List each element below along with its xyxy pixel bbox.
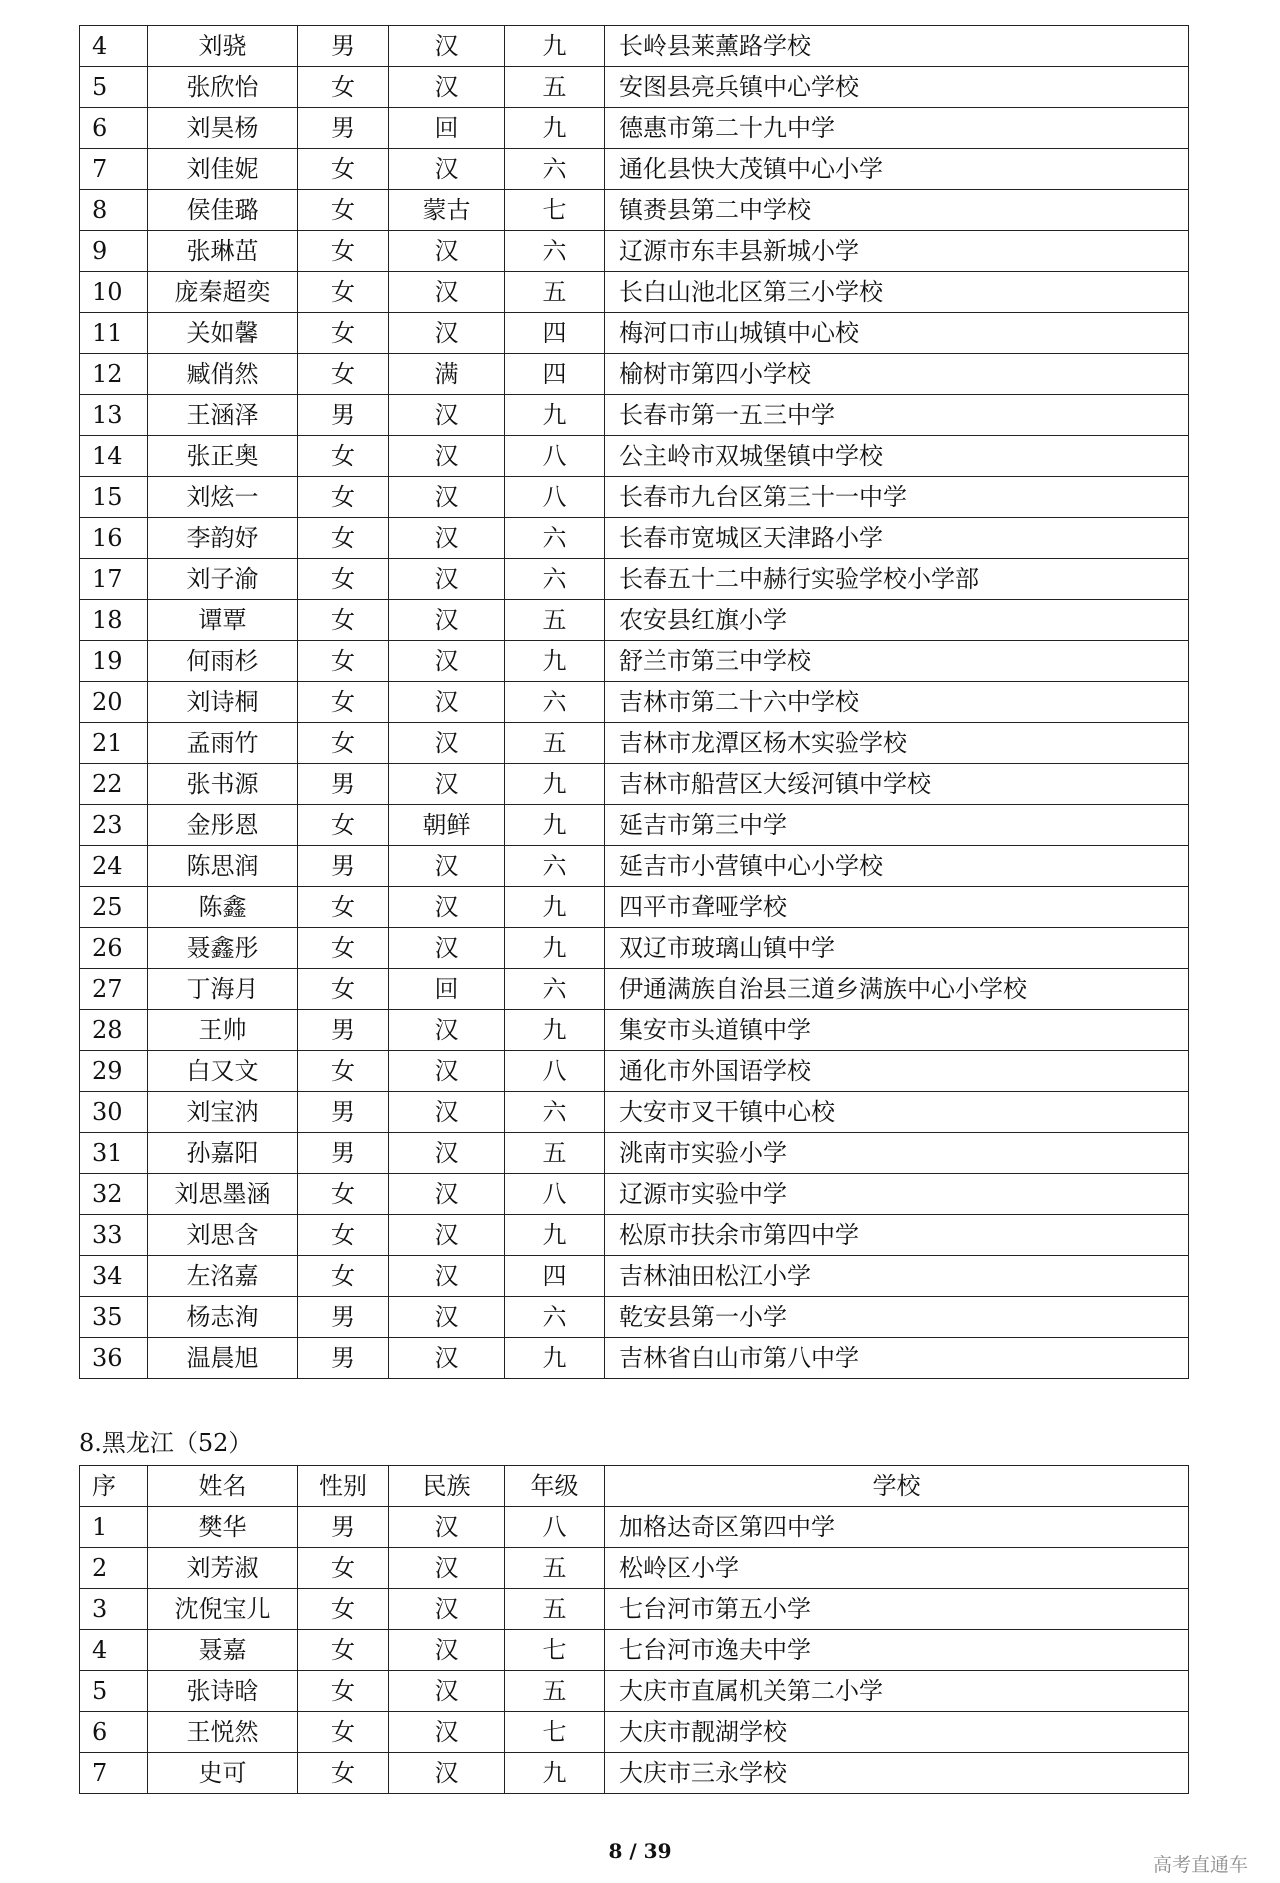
cell-ethnicity: 汉	[389, 1174, 505, 1215]
cell-gender: 女	[298, 272, 389, 313]
cell-ethnicity: 汉	[389, 1712, 505, 1753]
cell-name: 左洺嘉	[148, 1256, 298, 1297]
cell-no: 23	[80, 805, 148, 846]
cell-name: 樊华	[148, 1507, 298, 1548]
cell-grade: 五	[505, 723, 605, 764]
table-row	[80, 723, 1189, 764]
cell-school: 大庆市直属机关第二小学	[605, 1671, 1189, 1712]
cell-ethnicity: 汉	[389, 313, 505, 354]
cell-gender: 男	[298, 846, 389, 887]
cell-no: 21	[80, 723, 148, 764]
cell-name: 刘骁	[148, 26, 298, 67]
cell-school: 辽源市实验中学	[605, 1174, 1189, 1215]
cell-no: 36	[80, 1338, 148, 1379]
cell-no: 28	[80, 1010, 148, 1051]
cell-no: 35	[80, 1297, 148, 1338]
cell-school: 梅河口市山城镇中心校	[605, 313, 1189, 354]
cell-grade: 六	[505, 1092, 605, 1133]
cell-gender: 女	[298, 67, 389, 108]
page-number: 8 / 39	[608, 1839, 672, 1863]
table-row	[80, 1133, 1189, 1174]
cell-name: 关如馨	[148, 313, 298, 354]
cell-grade: 九	[505, 1215, 605, 1256]
cell-school: 吉林市龙潭区杨木实验学校	[605, 723, 1189, 764]
table-row	[80, 395, 1189, 436]
cell-gender: 女	[298, 928, 389, 969]
cell-no: 4	[80, 26, 148, 67]
cell-school: 长春市第一五三中学	[605, 395, 1189, 436]
table-row	[80, 1297, 1189, 1338]
cell-ethnicity: 汉	[389, 1010, 505, 1051]
cell-gender: 女	[298, 1174, 389, 1215]
table-row	[80, 1671, 1189, 1712]
cell-gender: 女	[298, 1712, 389, 1753]
cell-no: 6	[80, 108, 148, 149]
cell-grade: 九	[505, 395, 605, 436]
cell-name: 温晨旭	[148, 1338, 298, 1379]
cell-grade: 五	[505, 67, 605, 108]
cell-name: 杨志洵	[148, 1297, 298, 1338]
cell-name: 刘子渝	[148, 559, 298, 600]
cell-grade: 九	[505, 1010, 605, 1051]
cell-no: 32	[80, 1174, 148, 1215]
cell-grade: 九	[505, 887, 605, 928]
table-row	[80, 1256, 1189, 1297]
heilongjiang-table-body	[80, 1507, 1189, 1794]
header-no: 序	[80, 1466, 148, 1507]
cell-grade: 九	[505, 108, 605, 149]
cell-grade: 九	[505, 805, 605, 846]
table-row	[80, 805, 1189, 846]
cell-grade: 六	[505, 518, 605, 559]
header-school: 学校	[605, 1466, 1189, 1507]
cell-name: 刘炫一	[148, 477, 298, 518]
cell-no: 7	[80, 149, 148, 190]
cell-school: 辽源市东丰县新城小学	[605, 231, 1189, 272]
cell-school: 加格达奇区第四中学	[605, 1507, 1189, 1548]
cell-ethnicity: 汉	[389, 1092, 505, 1133]
cell-no: 25	[80, 887, 148, 928]
cell-name: 王悦然	[148, 1712, 298, 1753]
table-row	[80, 846, 1189, 887]
cell-gender: 男	[298, 1507, 389, 1548]
cell-no: 4	[80, 1630, 148, 1671]
cell-grade: 六	[505, 846, 605, 887]
cell-name: 史可	[148, 1753, 298, 1794]
cell-school: 镇赉县第二中学校	[605, 190, 1189, 231]
cell-grade: 五	[505, 1589, 605, 1630]
cell-name: 刘诗桐	[148, 682, 298, 723]
cell-no: 5	[80, 67, 148, 108]
table-row	[80, 231, 1189, 272]
cell-gender: 女	[298, 149, 389, 190]
cell-ethnicity: 汉	[389, 477, 505, 518]
cell-grade: 五	[505, 1133, 605, 1174]
table-row	[80, 272, 1189, 313]
cell-ethnicity: 汉	[389, 518, 505, 559]
cell-gender: 女	[298, 1256, 389, 1297]
cell-ethnicity: 汉	[389, 641, 505, 682]
table-row	[80, 1010, 1189, 1051]
table-row	[80, 436, 1189, 477]
cell-ethnicity: 蒙古	[389, 190, 505, 231]
cell-ethnicity: 汉	[389, 1630, 505, 1671]
cell-no: 6	[80, 1712, 148, 1753]
cell-gender: 男	[298, 764, 389, 805]
table-row	[80, 518, 1189, 559]
cell-no: 7	[80, 1753, 148, 1794]
cell-ethnicity: 汉	[389, 764, 505, 805]
cell-gender: 女	[298, 1215, 389, 1256]
cell-ethnicity: 汉	[389, 149, 505, 190]
cell-name: 孙嘉阳	[148, 1133, 298, 1174]
cell-ethnicity: 汉	[389, 272, 505, 313]
cell-ethnicity: 汉	[389, 395, 505, 436]
cell-gender: 女	[298, 682, 389, 723]
cell-grade: 五	[505, 272, 605, 313]
table-row	[80, 149, 1189, 190]
cell-grade: 六	[505, 682, 605, 723]
cell-gender: 女	[298, 477, 389, 518]
table-row	[80, 67, 1189, 108]
cell-ethnicity: 汉	[389, 1548, 505, 1589]
cell-no: 16	[80, 518, 148, 559]
table-row	[80, 1753, 1189, 1794]
cell-grade: 九	[505, 26, 605, 67]
cell-gender: 女	[298, 805, 389, 846]
cell-name: 张正奥	[148, 436, 298, 477]
heilongjiang-student-table	[79, 1465, 1189, 1794]
table-row	[80, 1548, 1189, 1589]
cell-name: 刘佳妮	[148, 149, 298, 190]
cell-school: 吉林市船营区大绥河镇中学校	[605, 764, 1189, 805]
table-row	[80, 1215, 1189, 1256]
cell-no: 11	[80, 313, 148, 354]
cell-gender: 男	[298, 1092, 389, 1133]
cell-no: 15	[80, 477, 148, 518]
cell-school: 乾安县第一小学	[605, 1297, 1189, 1338]
cell-gender: 女	[298, 559, 389, 600]
cell-no: 30	[80, 1092, 148, 1133]
cell-gender: 女	[298, 354, 389, 395]
cell-ethnicity: 汉	[389, 1753, 505, 1794]
cell-ethnicity: 汉	[389, 846, 505, 887]
cell-name: 刘思含	[148, 1215, 298, 1256]
cell-ethnicity: 汉	[389, 1297, 505, 1338]
cell-ethnicity: 汉	[389, 723, 505, 764]
cell-ethnicity: 回	[389, 969, 505, 1010]
cell-gender: 女	[298, 1630, 389, 1671]
cell-no: 10	[80, 272, 148, 313]
cell-no: 5	[80, 1671, 148, 1712]
cell-name: 张琳茁	[148, 231, 298, 272]
cell-no: 8	[80, 190, 148, 231]
cell-ethnicity: 汉	[389, 1215, 505, 1256]
cell-grade: 七	[505, 1712, 605, 1753]
cell-grade: 五	[505, 1548, 605, 1589]
table-row	[80, 1630, 1189, 1671]
cell-ethnicity: 汉	[389, 559, 505, 600]
cell-name: 陈思润	[148, 846, 298, 887]
cell-name: 臧俏然	[148, 354, 298, 395]
cell-name: 张诗晗	[148, 1671, 298, 1712]
cell-ethnicity: 回	[389, 108, 505, 149]
watermark: 高考直通车	[1152, 1854, 1248, 1876]
table-row	[80, 928, 1189, 969]
header-gender: 性别	[298, 1466, 389, 1507]
cell-gender: 男	[298, 108, 389, 149]
cell-school: 延吉市小营镇中心小学校	[605, 846, 1189, 887]
cell-name: 孟雨竹	[148, 723, 298, 764]
cell-school: 通化市外国语学校	[605, 1051, 1189, 1092]
cell-no: 20	[80, 682, 148, 723]
table-row	[80, 969, 1189, 1010]
cell-ethnicity: 汉	[389, 1671, 505, 1712]
cell-school: 伊通满族自治县三道乡满族中心小学校	[605, 969, 1189, 1010]
cell-name: 何雨杉	[148, 641, 298, 682]
table-row	[80, 682, 1189, 723]
cell-school: 公主岭市双城堡镇中学校	[605, 436, 1189, 477]
cell-gender: 男	[298, 1338, 389, 1379]
table-row	[80, 313, 1189, 354]
cell-grade: 八	[505, 1507, 605, 1548]
cell-no: 31	[80, 1133, 148, 1174]
cell-school: 吉林市第二十六中学校	[605, 682, 1189, 723]
cell-no: 22	[80, 764, 148, 805]
cell-no: 26	[80, 928, 148, 969]
cell-gender: 男	[298, 1297, 389, 1338]
cell-gender: 男	[298, 26, 389, 67]
table-row	[80, 26, 1189, 67]
table-row	[80, 559, 1189, 600]
cell-grade: 四	[505, 313, 605, 354]
cell-school: 农安县红旗小学	[605, 600, 1189, 641]
cell-ethnicity: 汉	[389, 231, 505, 272]
cell-gender: 女	[298, 190, 389, 231]
cell-name: 庞秦超奕	[148, 272, 298, 313]
cell-grade: 七	[505, 190, 605, 231]
cell-ethnicity: 汉	[389, 600, 505, 641]
cell-no: 2	[80, 1548, 148, 1589]
cell-ethnicity: 汉	[389, 1507, 505, 1548]
cell-name: 沈倪宝儿	[148, 1589, 298, 1630]
cell-school: 大安市叉干镇中心校	[605, 1092, 1189, 1133]
header-ethnicity: 民族	[389, 1466, 505, 1507]
cell-school: 吉林油田松江小学	[605, 1256, 1189, 1297]
cell-gender: 女	[298, 436, 389, 477]
cell-grade: 八	[505, 1051, 605, 1092]
cell-school: 四平市聋哑学校	[605, 887, 1189, 928]
cell-no: 29	[80, 1051, 148, 1092]
cell-grade: 九	[505, 1338, 605, 1379]
cell-school: 松岭区小学	[605, 1548, 1189, 1589]
table-row	[80, 1589, 1189, 1630]
cell-grade: 五	[505, 600, 605, 641]
table-row	[80, 1338, 1189, 1379]
header-grade: 年级	[505, 1466, 605, 1507]
cell-gender: 男	[298, 1010, 389, 1051]
cell-name: 王帅	[148, 1010, 298, 1051]
cell-name: 丁海月	[148, 969, 298, 1010]
cell-school: 舒兰市第三中学校	[605, 641, 1189, 682]
cell-name: 侯佳璐	[148, 190, 298, 231]
cell-grade: 九	[505, 641, 605, 682]
cell-grade: 八	[505, 1174, 605, 1215]
cell-gender: 女	[298, 969, 389, 1010]
table-row	[80, 108, 1189, 149]
cell-ethnicity: 汉	[389, 1589, 505, 1630]
continued-student-table	[79, 25, 1189, 1379]
cell-no: 19	[80, 641, 148, 682]
cell-school: 双辽市玻璃山镇中学	[605, 928, 1189, 969]
cell-ethnicity: 汉	[389, 26, 505, 67]
cell-school: 榆树市第四小学校	[605, 354, 1189, 395]
cell-grade: 五	[505, 1671, 605, 1712]
cell-gender: 女	[298, 887, 389, 928]
cell-no: 18	[80, 600, 148, 641]
cell-school: 松原市扶余市第四中学	[605, 1215, 1189, 1256]
cell-school: 洮南市实验小学	[605, 1133, 1189, 1174]
cell-grade: 六	[505, 1297, 605, 1338]
cell-school: 安图县亮兵镇中心学校	[605, 67, 1189, 108]
cell-school: 长春五十二中赫行实验学校小学部	[605, 559, 1189, 600]
cell-gender: 女	[298, 1753, 389, 1794]
cell-school: 德惠市第二十九中学	[605, 108, 1189, 149]
cell-gender: 男	[298, 395, 389, 436]
cell-school: 长岭县莱薰路学校	[605, 26, 1189, 67]
cell-gender: 女	[298, 518, 389, 559]
cell-school: 延吉市第三中学	[605, 805, 1189, 846]
table-row	[80, 354, 1189, 395]
cell-gender: 男	[298, 1133, 389, 1174]
cell-no: 17	[80, 559, 148, 600]
cell-name: 张书源	[148, 764, 298, 805]
cell-ethnicity: 汉	[389, 67, 505, 108]
continued-table-body	[80, 26, 1189, 1379]
cell-gender: 女	[298, 1589, 389, 1630]
table-row	[80, 190, 1189, 231]
cell-ethnicity: 汉	[389, 436, 505, 477]
cell-grade: 六	[505, 231, 605, 272]
cell-grade: 九	[505, 928, 605, 969]
cell-grade: 六	[505, 969, 605, 1010]
cell-gender: 女	[298, 723, 389, 764]
cell-ethnicity: 汉	[389, 928, 505, 969]
cell-ethnicity: 朝鲜	[389, 805, 505, 846]
cell-gender: 女	[298, 641, 389, 682]
table-row	[80, 1507, 1189, 1548]
cell-ethnicity: 汉	[389, 1051, 505, 1092]
table-row	[80, 887, 1189, 928]
cell-no: 12	[80, 354, 148, 395]
cell-gender: 女	[298, 600, 389, 641]
cell-name: 李韵妤	[148, 518, 298, 559]
cell-no: 1	[80, 1507, 148, 1548]
table-row	[80, 477, 1189, 518]
cell-name: 张欣怡	[148, 67, 298, 108]
cell-school: 通化县快大茂镇中心小学	[605, 149, 1189, 190]
cell-gender: 女	[298, 1548, 389, 1589]
cell-ethnicity: 满	[389, 354, 505, 395]
cell-grade: 八	[505, 436, 605, 477]
cell-grade: 六	[505, 149, 605, 190]
cell-gender: 女	[298, 1671, 389, 1712]
cell-name: 刘昊杨	[148, 108, 298, 149]
cell-school: 集安市头道镇中学	[605, 1010, 1189, 1051]
cell-grade: 四	[505, 1256, 605, 1297]
cell-grade: 七	[505, 1630, 605, 1671]
cell-grade: 九	[505, 764, 605, 805]
cell-gender: 女	[298, 231, 389, 272]
cell-no: 14	[80, 436, 148, 477]
cell-school: 大庆市靓湖学校	[605, 1712, 1189, 1753]
cell-grade: 四	[505, 354, 605, 395]
cell-grade: 八	[505, 477, 605, 518]
cell-school: 长白山池北区第三小学校	[605, 272, 1189, 313]
cell-school: 吉林省白山市第八中学	[605, 1338, 1189, 1379]
table-row	[80, 1174, 1189, 1215]
cell-school: 长春市宽城区天津路小学	[605, 518, 1189, 559]
cell-name: 金彤恩	[148, 805, 298, 846]
cell-name: 刘芳淑	[148, 1548, 298, 1589]
cell-no: 13	[80, 395, 148, 436]
cell-gender: 女	[298, 1051, 389, 1092]
cell-grade: 六	[505, 559, 605, 600]
cell-ethnicity: 汉	[389, 682, 505, 723]
table-row	[80, 1051, 1189, 1092]
cell-ethnicity: 汉	[389, 1256, 505, 1297]
cell-school: 七台河市第五小学	[605, 1589, 1189, 1630]
cell-no: 9	[80, 231, 148, 272]
cell-gender: 女	[298, 313, 389, 354]
cell-no: 34	[80, 1256, 148, 1297]
cell-no: 27	[80, 969, 148, 1010]
cell-school: 长春市九台区第三十一中学	[605, 477, 1189, 518]
cell-no: 24	[80, 846, 148, 887]
cell-name: 白又文	[148, 1051, 298, 1092]
cell-no: 33	[80, 1215, 148, 1256]
cell-school: 大庆市三永学校	[605, 1753, 1189, 1794]
table-header-row	[80, 1466, 1189, 1507]
cell-ethnicity: 汉	[389, 1338, 505, 1379]
cell-name: 聂鑫彤	[148, 928, 298, 969]
section-heading: 8.黑龙江（52）	[79, 1429, 253, 1457]
cell-name: 刘思墨涵	[148, 1174, 298, 1215]
cell-name: 聂嘉	[148, 1630, 298, 1671]
table-row	[80, 764, 1189, 805]
header-name: 姓名	[148, 1466, 298, 1507]
cell-ethnicity: 汉	[389, 1133, 505, 1174]
cell-name: 谭覃	[148, 600, 298, 641]
table-row	[80, 600, 1189, 641]
table-row	[80, 1712, 1189, 1753]
cell-name: 刘宝汭	[148, 1092, 298, 1133]
cell-ethnicity: 汉	[389, 887, 505, 928]
cell-school: 七台河市逸夫中学	[605, 1630, 1189, 1671]
table-row	[80, 641, 1189, 682]
cell-name: 陈鑫	[148, 887, 298, 928]
table-row	[80, 1092, 1189, 1133]
cell-no: 3	[80, 1589, 148, 1630]
cell-name: 王涵泽	[148, 395, 298, 436]
cell-grade: 九	[505, 1753, 605, 1794]
